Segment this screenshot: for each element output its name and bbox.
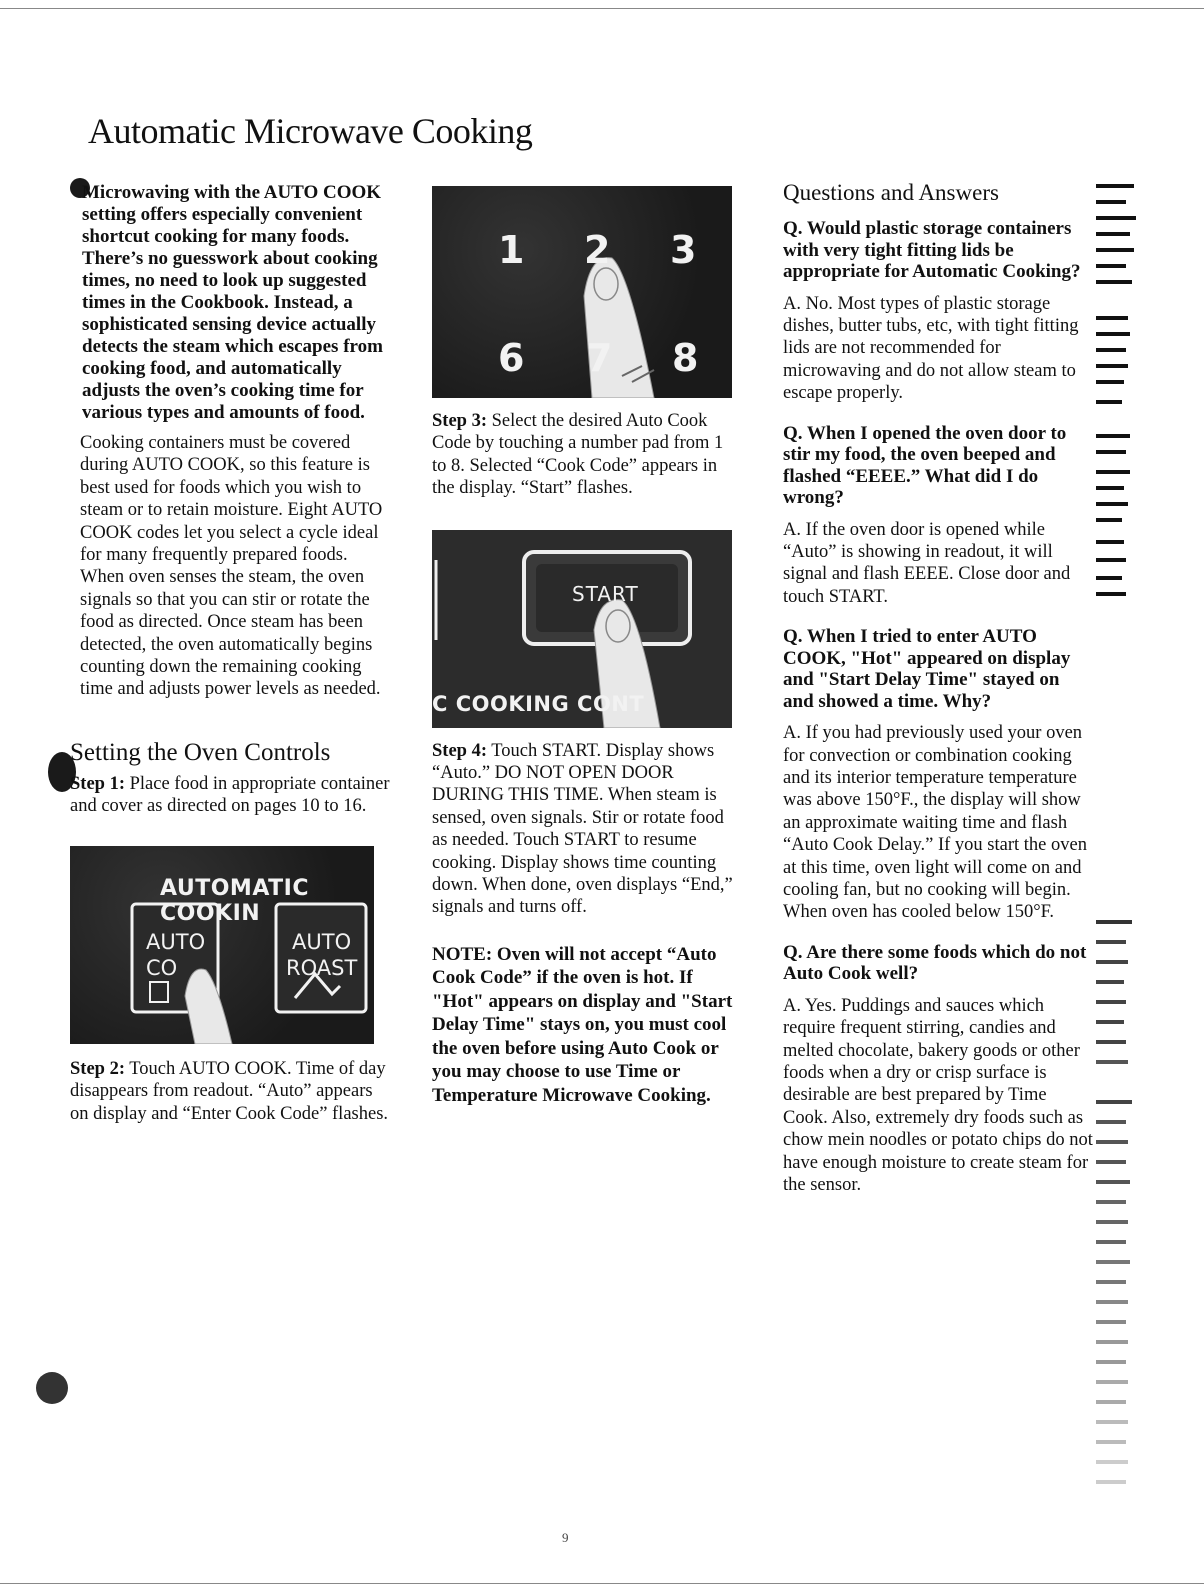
keypad-number-7: 7 [586,336,613,380]
step3-label: Step 3: [432,411,487,431]
keypad-number-3: 3 [670,228,697,272]
answer-3: A. If you had previously used your oven for convection or combination cooking and its interior temperature temperature was above 150°F., the display will show an approximate waiting time and flash “Auto Cook Delay.” If you start the oven at this time, oven light will come on and cooling fan, but no cooking will begin. When oven has cooled below 150°F. [783,723,1087,923]
answer-2: A. If the oven door is opened while “Auto” is showing in readout, it will signal and flash EEEE. Close door and touch START. [783,519,1071,607]
column-right [783,180,1093,1214]
page-title: Automatic Microwave Cooking [88,111,533,151]
keypad-number-6: 6 [498,336,525,380]
photo-start-key [432,530,732,728]
step1-body: Place food in appropriate container and cover as directed on pages 10 to 16. [70,773,390,817]
step1-label: Step 1: [70,773,125,794]
qa-heading: Questions and Answers [783,180,999,205]
bullet-dot-bottom [36,1372,68,1404]
question-1: Q. Would plastic storage containers with very tight fitting lids be appropriate for Automatic Cooking? [783,218,1081,282]
column-left [70,182,390,1125]
scan-line-bottom [0,1583,1204,1584]
photo-banner-cooking-control: C COOKING CONT [432,691,645,716]
intro-paragraph: Microwaving with the AUTO COOK setting offers especially convenient shortcut cooking for many foods. There’s no guesswork about cooking times, no need to look up suggested times in the Cookbook. Instead, a sophisticated sensing device actually detects the steam which escapes from cooking food, and automatically adjusts the oven’s cooking time for various types and amounts of food. [82,182,383,423]
step4-body: Touch START. Display shows “Auto.” DO NOT OPEN DOOR DURING THIS TIME. When steam is sensed, oven signals. Stir or rotate food as needed. Touch START to resume cooking. Display shows time counting down. When done, oven displays “End,” signals and turns off. [432,740,733,918]
question-3: Q. When I tried to enter AUTO COOK, "Hot" appeared on display and "Start Delay Time" stayed on and showed a time. Why? [783,626,1071,712]
photo-auto-cook-keys [70,846,374,1044]
step4-label: Step 4: [432,740,487,761]
answer-1: A. No. Most types of plastic storage dishes, butter tubs, etc, with tight fitting lids are not recommended for microwaving and do not allow steam to escape properly. [783,293,1079,404]
step4-text [432,740,742,919]
page-number: 9 [562,1530,569,1545]
auto-key-line2: CO [146,955,178,980]
photo-banner-automatic-cooking: AUTOMATIC COOKIN [160,875,309,926]
keypad-number-1: 1 [498,228,525,272]
keypad-number-8: 8 [672,336,699,380]
photo-number-keypad [432,186,732,398]
column-middle [432,186,742,1107]
step2-label: Step 2: [70,1058,125,1079]
step1-text [70,773,390,818]
auto-roast-key-line2: ROAST [286,955,358,980]
scan-line-top [0,8,1204,9]
note-paragraph: NOTE: Oven will not accept “Auto Cook Code” if the oven is hot. If "Hot" appears on display and "Start Delay Time" stays on, you must cool the oven before using Auto Cook or you may choose to use Time or Temperature Microwave Cooking. [432,943,733,1106]
step3-body: Select the desired Auto Cook Code by touching a number pad from 1 to 8. Selected “Cook Code” appears in the display. “Start” flashes. [432,411,724,499]
auto-roast-key-line1: AUTO [292,929,352,954]
body-paragraph: Cooking containers must be covered during AUTO COOK, so this feature is best used for foods which you wish to steam or to retain moisture. Eight AUTO COOK codes let you select a cycle ideal for many frequently prepared foods. When oven senses the steam, the oven signals so that you can stir or rotate the food as directed. Once steam has been detected, the oven automatically begins counting down the remaining cooking time and adjusts power levels as needed. [80,433,383,700]
auto-key-line1: AUTO [146,929,206,954]
step2-text [70,1058,390,1125]
step2-body: Touch AUTO COOK. Time of day disappears from readout. “Auto” appears on display and “Enter Cook Code” flashes. [70,1058,389,1124]
step3-text [432,410,742,500]
start-key-label: START [572,581,639,606]
question-4: Q. Are there some foods which do not Auto Cook well? [783,941,1087,985]
answer-4: A. Yes. Puddings and sauces which require frequent stirring, candies and melted chocolate, bakery goods or other foods when a dry or crisp surface is desirable are best prepared by Time Cook. Also, extremely dry foods such as chow mein noodles or potato chips do not have enough moisture to create steam for the sensor. [783,995,1093,1196]
section-heading-setting: Setting the Oven Controls [70,738,331,766]
edge-index-tabs [1096,180,1156,1560]
question-2: Q. When I opened the oven door to stir my food, the oven beeped and flashed “EEEE.” What did I do wrong? [783,422,1067,509]
keypad-number-2: 2 [584,228,611,272]
